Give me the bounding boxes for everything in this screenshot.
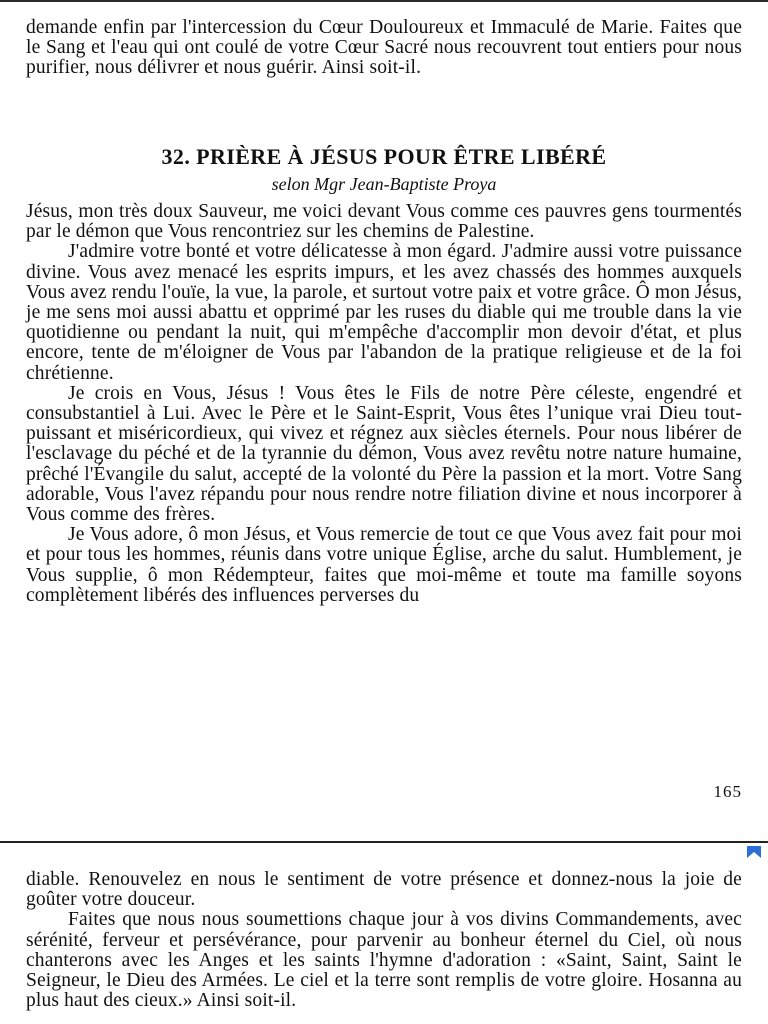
book-page-next bbox=[0, 844, 768, 1024]
prayer-body-continued bbox=[26, 870, 742, 1011]
lead-paragraph-text: demande enfin par l'intercession du Cœur Douloureux et Immaculé de Marie. Faites que le Sang et l'eau qui ont coulé de votre Cœur Sacré nous recouvrent tout entiers pour nous purifier, nous délivrer et nous guérir. Ainsi soit-il. bbox=[26, 17, 742, 79]
paragraph: J'admire votre bonté et votre délicatesse à mon égard. J'admire aussi votre puissance divine. Vous avez menacé les esprits impurs, et les avez chassés des hommes auxquels Vous avez rendu l'ouïe, la vue, la parole, et surtout votre paix et votre grâce. Ô mon Jésus, je me sens moi aussi abattu et opprimé par les ruses du diable qui me trouble dans la vie quotidienne ou pendant la nuit, qui m'empêche d'accomplir mon devoir d'état, et plus encore, tente de m'éloigner de Vous par l'abandon de la pratique religieuse et de la foi chrétienne. bbox=[26, 241, 742, 384]
prayer-heading: 32. PRIÈRE À JÉSUS POUR ÊTRE LIBÉRÉ bbox=[161, 144, 607, 169]
page-divider bbox=[0, 841, 768, 843]
paragraph: Je crois en Vous, Jésus ! Vous êtes le Fils de notre Père céleste, engendré et consubstantiel à Lui. Avec le Père et le Saint-Esprit, Vous êtes l’unique vrai Dieu tout-puissant et miséricordieux, qui vivez et régnez aux siècles éternels. Pour nous libérer de l'esclavage du péché et de la tyrannie du démon, Vous avez revêtu notre nature humaine, prêché l'Évangile du salut, accepté de la volonté du Père la passion et la mort. Votre Sang adorable, Vous l'avez répandu pour nous rendre notre filiation divine et nous incorporer à Vous comme des frères. bbox=[26, 382, 742, 526]
lead-paragraph bbox=[26, 18, 742, 79]
page-number: 165 bbox=[713, 782, 742, 801]
top-rule bbox=[0, 0, 768, 2]
bookmark-icon[interactable] bbox=[746, 846, 762, 858]
paragraph: diable. Renouvelez en nous le sentiment de votre présence et donnez-nous la joie de goûter votre douceur. bbox=[26, 869, 742, 911]
paragraph: Je Vous adore, ô mon Jésus, et Vous remercie de tout ce que Vous avez fait pour moi et pour tous les hommes, réunis dans votre unique Église, arche du salut. Humblement, je Vous supplie, ô mon Rédempteur, faites que moi-même et toute ma famille soyons complètement libérés des influences perverses du bbox=[26, 524, 742, 606]
paragraph: Jésus, mon très doux Sauveur, me voici devant Vous comme ces pauvres gens tourmentés par le démon que Vous rencontriez sur les chemins de Palestine. bbox=[26, 201, 742, 243]
prayer-body bbox=[26, 202, 742, 606]
paragraph: Faites que nous nous soumettions chaque jour à vos divins Commandements, avec sérénité, ferveur et persévérance, pour parvenir au bonheur éternel du Ciel, où nous chanterons avec les Anges et les saints l'hymne d'adoration : «Saint, Saint, Saint le Seigneur, le Dieu des Armées. Le ciel et la terre sont remplis de votre gloire. Hosanna au plus haut des cieux.» Ainsi soit-il. bbox=[26, 909, 742, 1012]
prayer-subheading: selon Mgr Jean-Baptiste Proya bbox=[271, 174, 497, 194]
